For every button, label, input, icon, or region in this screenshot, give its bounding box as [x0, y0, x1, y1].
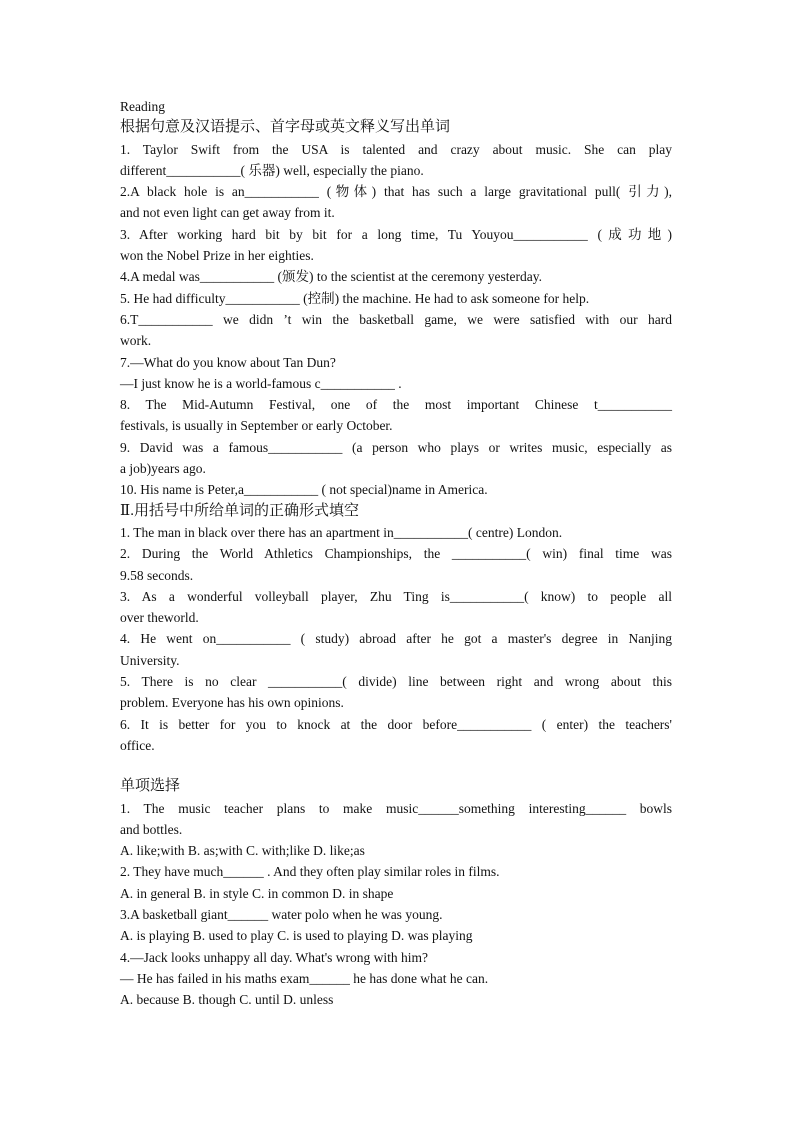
section3-line: A. is playing B. used to play C. is used to playing D. was playing: [120, 928, 473, 944]
section1-line: 8. The Mid-Autumn Festival, one of the most important Chinese t___________: [120, 397, 672, 413]
section1-line: 9. David was a famous___________ (a person who plays or writes music, especially as: [120, 439, 672, 455]
section1-line: 4.A medal was___________ (颁发) to the scientist at the ceremony yesterday.: [120, 269, 543, 285]
section3-line: 4.—Jack looks unhappy all day. What's wrong with him?: [120, 949, 429, 965]
section-spacer: [120, 756, 672, 776]
section2-line: 6. It is better for you to knock at the door before___________ ( enter) the teachers': [120, 716, 672, 732]
section3-line: A. in general B. in style C. in common D. in shape: [120, 885, 394, 901]
section2-line: 3. As a wonderful volleyball player, Zhu Ting is___________( know) to people all: [120, 588, 672, 604]
reading-title: Reading: [120, 99, 165, 114]
section2-questions: [120, 522, 672, 756]
section1-line: 2.A black hole is an___________ (物体) that has such a large gravitational pull( 引力),: [120, 184, 672, 200]
section1-line: 6.T___________ we didn ’t win the basketball game, we were satisfied with our hard: [120, 311, 672, 327]
section1-line: 5. He had difficulty___________ (控制) the machine. He had to ask someone for help.: [120, 290, 590, 306]
section1-questions: [120, 139, 672, 501]
section2-line: 4. He went on___________ ( study) abroad after he got a master's degree in Nanjing: [120, 631, 672, 647]
section3-line: 2. They have much______ . And they often play similar roles in films.: [120, 864, 500, 880]
section1-line: —I just know he is a world-famous c___________ .: [120, 375, 402, 391]
section3-title: 单项选择: [120, 778, 181, 795]
section1-line: 7.—What do you know about Tan Dun?: [120, 354, 336, 370]
section3-line: and bottles.: [120, 821, 183, 837]
section3-line: 3.A basketball giant______ water polo when he was young.: [120, 906, 443, 922]
section2-title: Ⅱ.用括号中所给单词的正确形式填空: [120, 502, 359, 519]
section1-line: 1. Taylor Swift from the USA is talented and crazy about music. She can play: [120, 141, 672, 157]
section3-line: A. because B. though C. until D. unless: [120, 992, 334, 1008]
section2-line: problem. Everyone has his own opinions.: [120, 695, 344, 711]
worksheet-page: [120, 96, 672, 1010]
section1-line: different___________( 乐器) well, especially the piano.: [120, 162, 424, 178]
section2-line: 9.58 seconds.: [120, 567, 194, 583]
section2-line: 1. The man in black over there has an apartment in___________( centre) London.: [120, 524, 563, 540]
section3-questions: [120, 798, 672, 1011]
section3-line: — He has failed in his maths exam______ he has done what he can.: [120, 970, 489, 986]
section1-line: and not even light can get away from it.: [120, 205, 335, 221]
section1-line: 10. His name is Peter,a___________ ( not special)name in America.: [120, 482, 488, 498]
section1-line: festivals, is usually in September or early October.: [120, 418, 393, 434]
section2-line: 5. There is no clear ___________( divide) line between right and wrong about this: [120, 674, 672, 690]
section1-title: 根据句意及汉语提示、首字母或英文释义写出单词: [120, 119, 451, 136]
section1-line: won the Nobel Prize in her eighties.: [120, 248, 314, 264]
section2-line: office.: [120, 737, 155, 753]
section1-line: a job)years ago.: [120, 461, 206, 477]
section1-line: 3. After working hard bit by bit for a long time, Tu Youyou___________ (成功地): [120, 226, 672, 242]
section2-line: University.: [120, 652, 180, 668]
section1-line: work.: [120, 333, 152, 349]
section2-line: 2. During the World Athletics Championships, the ___________( win) final time was: [120, 546, 672, 562]
section3-line: A. like;with B. as;with C. with;like D. like;as: [120, 843, 365, 859]
section3-line: 1. The music teacher plans to make music______something interesting______ bowls: [120, 800, 672, 816]
section2-line: over theworld.: [120, 610, 199, 626]
